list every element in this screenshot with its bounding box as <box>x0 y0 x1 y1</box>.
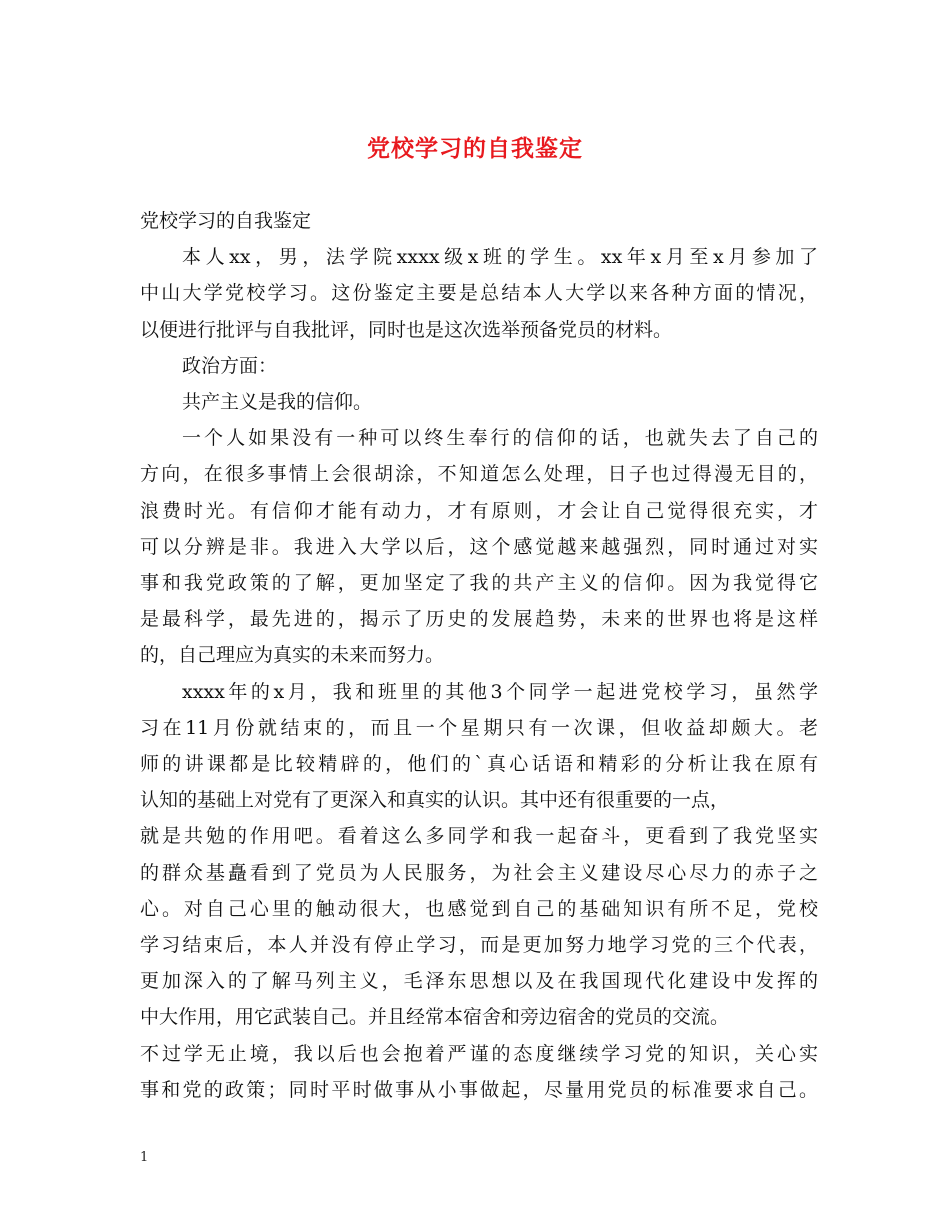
body-line: 中大作用，用它武装自己。并且经常本宿舍和旁边宿舍的党员的交流。 <box>140 1006 730 1029</box>
body-line: 的，自己理应为真实的未来而努力。 <box>140 644 445 667</box>
body-line: 的群众基矗看到了党员为人民服务，为社会主义建设尽心尽力的赤子之 <box>140 861 818 884</box>
body-line: 就是共勉的作用吧。看着这么多同学和我一起奋斗，更看到了我党坚实 <box>140 825 818 848</box>
body-line: 本人xx，男，法学院xxxx级x班的学生。xx年x月至x月参加了 <box>182 246 818 269</box>
body-line: 一个人如果没有一种可以终生奉行的信仰的话，也就失去了自己的 <box>182 427 818 450</box>
body-line: 以便进行批评与自我批评，同时也是这次选举预备党员的材料。 <box>140 318 673 341</box>
body-line: 党校学习的自我鉴定 <box>140 210 312 232</box>
body-line: xxxx年的x月，我和班里的其他3个同学一起进党校学习，虽然学 <box>182 680 818 703</box>
body-line: 政治方面： <box>182 354 278 377</box>
body-line: 心。对自己心里的触动很大，也感觉到自己的基础知识有所不足，党校 <box>140 897 818 920</box>
body-line: 事和我党政策的了解，更加坚定了我的共产主义的信仰。因为我觉得它 <box>140 572 818 595</box>
body-line: 中山大学党校学习。这份鉴定主要是总结本人大学以来各种方面的情况， <box>140 282 818 305</box>
document-body <box>140 203 818 1108</box>
body-line: 方向，在很多事情上会很胡涂，不知道怎么处理，日子也过得漫无目的， <box>140 463 818 486</box>
body-line: 认知的基础上对党有了更深入和真实的认识。其中还有很重要的一点， <box>140 789 730 812</box>
body-line: 习在11月份就结束的，而且一个星期只有一次课，但收益却颇大。老 <box>140 716 818 739</box>
body-line: 学习结束后，本人并没有停止学习，而是更加努力地学习党的三个代表， <box>140 934 818 957</box>
body-line: 不过学无止境，我以后也会抱着严谨的态度继续学习党的知识，关心实 <box>140 1042 818 1065</box>
body-line: 更加深入的了解马列主义，毛泽东思想以及在我国现代化建设中发挥的 <box>140 970 818 993</box>
document-title: 党校学习的自我鉴定 <box>367 135 583 162</box>
body-line: 共产主义是我的信仰。 <box>182 391 373 414</box>
body-line: 师的讲课都是比较精辟的，他们的`真心话语和精彩的分析让我在原有 <box>140 753 818 776</box>
body-line: 可以分辨是非。我进入大学以后，这个感觉越来越强烈，同时通过对实 <box>140 535 818 558</box>
body-line: 是最科学，最先进的，揭示了历史的发展趋势，未来的世界也将是这样 <box>140 608 818 631</box>
body-line: 浪费时光。有信仰才能有动力，才有原则，才会让自己觉得很充实，才 <box>140 499 818 522</box>
page-number: 1 <box>140 1150 149 1165</box>
body-line: 事和党的政策；同时平时做事从小事做起，尽量用党员的标准要求自己。 <box>140 1078 818 1101</box>
